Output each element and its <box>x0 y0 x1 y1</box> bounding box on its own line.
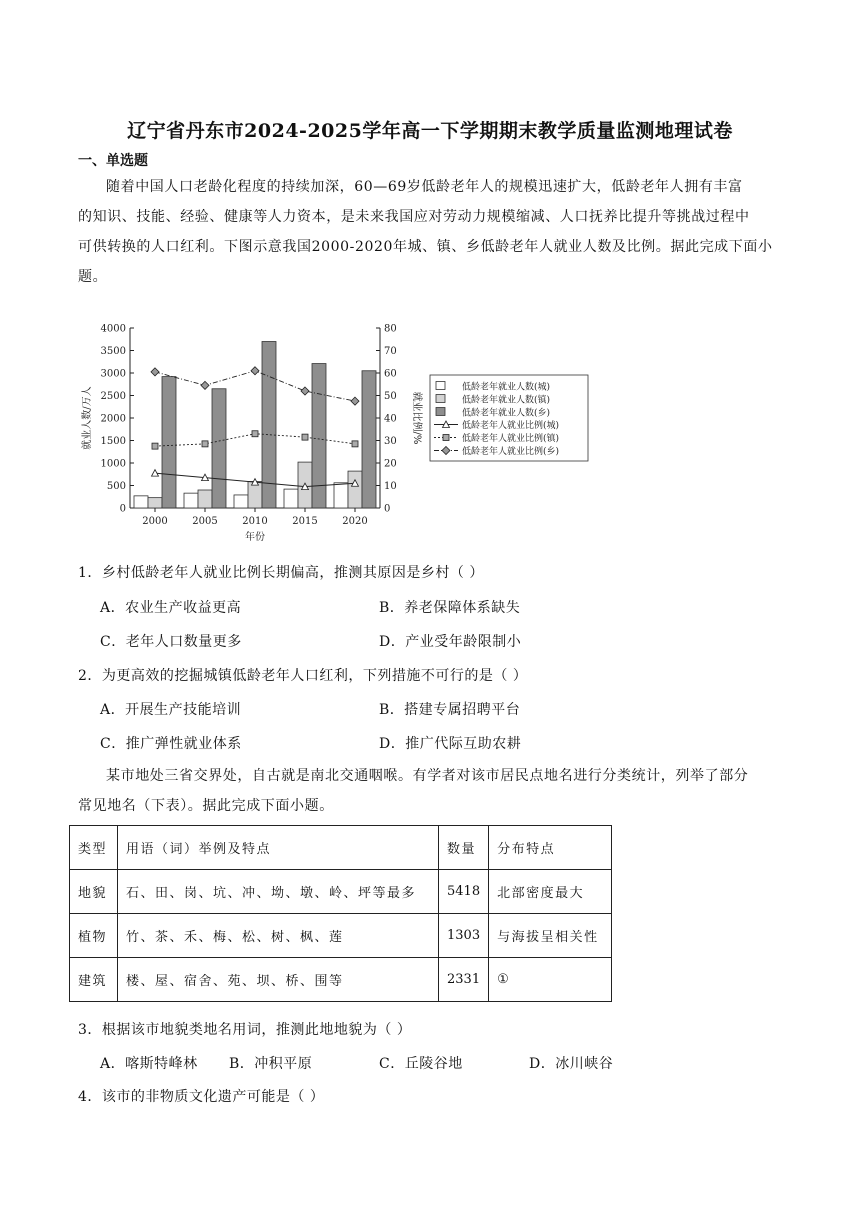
passage-1 <box>78 172 784 292</box>
line-point <box>302 434 308 440</box>
y-tick-label-left: 2000 <box>100 413 126 425</box>
q1-option-b[interactable]: B．养老保障体系缺失 <box>379 600 521 616</box>
question-3-stem: 3．根据该市地貌类地名用词，推测此地地貌为（ ） <box>78 1022 412 1038</box>
y-tick-label-left: 3500 <box>100 346 126 357</box>
question-4-stem: 4．该市的非物质文化遗产可能是（ ） <box>78 1089 325 1105</box>
q2-option-c[interactable]: C．推广弹性就业体系 <box>100 736 242 752</box>
legend-swatch <box>436 395 445 403</box>
passage-1-line: 可供转换的人口红利。下图示意我国2000-2020年城、镇、乡低龄老年人就业人数及比例。据此完成下面小 <box>78 239 773 255</box>
q2-option-b[interactable]: B．搭建专属招聘平台 <box>379 702 521 718</box>
bar <box>184 493 198 508</box>
table-row <box>70 958 612 1002</box>
bar <box>212 389 226 508</box>
passage-2-line: 常见地名（下表）。据此完成下面小题。 <box>78 798 334 814</box>
table-cell: 1303 <box>439 914 489 958</box>
q3-option-b[interactable]: B．冲积平原 <box>229 1056 313 1072</box>
q3-option-c[interactable]: C．丘陵谷地 <box>379 1056 463 1072</box>
passage-2 <box>78 761 784 821</box>
passage-1-line: 题。 <box>78 269 108 285</box>
q1-option-c[interactable]: C．老年人口数量更多 <box>100 634 242 650</box>
legend-label: 低龄老年就业人数(乡) <box>462 408 551 419</box>
y-tick-label-right: 50 <box>384 391 397 402</box>
q2-option-d[interactable]: D．推广代际互助农耕 <box>379 736 522 752</box>
bar <box>134 496 148 508</box>
line-point <box>201 381 209 389</box>
y-tick-label-right: 30 <box>384 436 397 447</box>
table-cell: 植物 <box>70 914 118 958</box>
line-point <box>252 431 258 437</box>
bar <box>148 498 162 508</box>
bar <box>284 489 298 508</box>
line-point <box>152 470 159 477</box>
table-cell: 2331 <box>439 958 489 1002</box>
y-tick-label-left: 500 <box>106 481 126 492</box>
q1-option-d[interactable]: D．产业受年龄限制小 <box>379 634 522 650</box>
legend-label: 低龄老年就业人数(镇) <box>462 395 551 406</box>
place-name-table <box>69 825 612 1002</box>
bar <box>362 371 376 508</box>
q2-option-a[interactable]: A．开展生产技能培训 <box>100 702 242 718</box>
legend-label: 低龄老年人就业比例(乡) <box>462 447 560 457</box>
legend-label: 低龄老年就业人数(城) <box>462 382 551 393</box>
question-2-stem: 2．为更高效的挖掘城镇低龄老年人口红利，下列措施不可行的是（ ） <box>78 668 528 684</box>
table-cell: 地貌 <box>70 870 118 914</box>
y-tick-label-left: 3000 <box>100 368 126 380</box>
legend-label: 低龄老年人就业比例(镇) <box>462 434 560 444</box>
bar <box>234 495 248 508</box>
table-cell: 石、田、岗、坑、冲、坳、墩、岭、坪等最多 <box>118 870 439 914</box>
y-tick-label-right: 20 <box>384 458 397 470</box>
y-tick-label-right: 0 <box>384 503 391 515</box>
table-header-row <box>70 826 612 870</box>
x-axis-label: 年份 <box>245 532 265 543</box>
bar <box>348 471 362 508</box>
employment-chart <box>78 318 618 552</box>
line-point <box>352 441 358 447</box>
bar <box>162 377 176 508</box>
table-cell: 楼、屋、宿舍、苑、坝、桥、围等 <box>118 958 439 1002</box>
line-point <box>301 387 309 395</box>
question-1-stem: 1．乡村低龄老年人就业比例长期偏高，推测其原因是乡村（ ） <box>78 565 484 581</box>
table-row <box>70 914 612 958</box>
table-cell: 与海拔呈相关性 <box>489 914 612 958</box>
y-axis-label-left: 就业人数/万人 <box>82 386 93 450</box>
y-tick-label-right: 40 <box>384 413 397 425</box>
line-point <box>351 397 359 405</box>
table-cell: 竹、茶、禾、梅、松、树、枫、莲 <box>118 914 439 958</box>
legend-swatch <box>436 408 445 416</box>
table-header-cell: 分布特点 <box>489 826 612 870</box>
y-tick-label-left: 2500 <box>100 391 126 402</box>
legend-label: 低龄老年人就业比例(城) <box>462 421 560 431</box>
x-tick-label: 2015 <box>292 516 318 527</box>
y-tick-label-right: 70 <box>384 346 397 357</box>
y-tick-label-left: 0 <box>119 503 126 515</box>
q3-option-a[interactable]: A．喀斯特峰林 <box>100 1056 198 1072</box>
line-point <box>151 368 159 376</box>
y-tick-label-right: 60 <box>384 368 397 380</box>
passage-1-line: 的知识、技能、经验、健康等人力资本，是未来我国应对劳动力规模缩减、人口抚养比提升等挑战过程中 <box>78 209 750 225</box>
x-tick-label: 2010 <box>242 516 268 527</box>
exam-title: 辽宁省丹东市2024-2025学年高一下学期期末教学质量监测地理试卷 <box>127 120 733 142</box>
table-cell: ① <box>489 958 612 1002</box>
chart-svg <box>78 318 618 548</box>
table-row <box>70 870 612 914</box>
x-tick-label: 2000 <box>142 516 168 527</box>
line-point <box>443 435 449 441</box>
line-point <box>152 443 158 449</box>
bar <box>334 483 348 508</box>
table-cell: 5418 <box>439 870 489 914</box>
y-axis-label-right: 就业比例/% <box>411 391 422 445</box>
line-point <box>202 441 208 447</box>
x-tick-label: 2020 <box>342 516 368 527</box>
y-tick-label-left: 1000 <box>100 458 126 470</box>
y-tick-label-right: 10 <box>384 481 397 492</box>
table-cell: 建筑 <box>70 958 118 1002</box>
q3-option-d[interactable]: D．冰川峡谷 <box>529 1056 614 1072</box>
table-header-cell: 类型 <box>70 826 118 870</box>
q1-option-a[interactable]: A．农业生产收益更高 <box>100 600 242 616</box>
y-tick-label-right: 80 <box>384 323 397 335</box>
bar <box>198 490 212 508</box>
table-cell: 北部密度最大 <box>489 870 612 914</box>
table-header-cell: 数量 <box>439 826 489 870</box>
legend-swatch <box>436 382 445 390</box>
passage-1-line: 随着中国人口老龄化程度的持续加深，60—69岁低龄老年人的规模迅速扩大，低龄老年人拥有丰富 <box>106 179 743 195</box>
table-header-cell: 用语（词）举例及特点 <box>118 826 439 870</box>
passage-2-line: 某市地处三省交界处，自古就是南北交通咽喉。有学者对该市居民点地名进行分类统计，列举了部分 <box>106 768 749 784</box>
x-tick-label: 2005 <box>192 516 218 527</box>
section-heading: 一、单选题 <box>78 153 148 169</box>
y-tick-label-left: 1500 <box>100 436 126 447</box>
line-point <box>251 367 259 375</box>
y-tick-label-left: 4000 <box>100 323 126 335</box>
